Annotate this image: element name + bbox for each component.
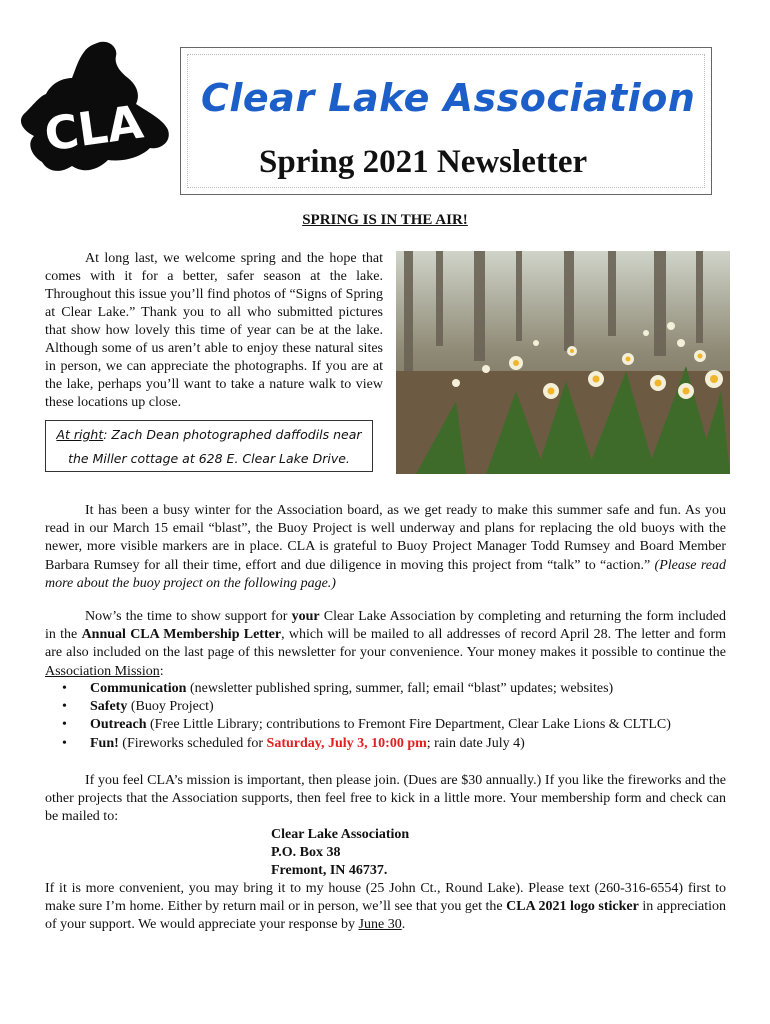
membership-text-4: : [159,663,164,679]
mission-list [62,680,671,753]
fireworks-date: Saturday, July 3, 10:00 pm [266,735,427,751]
response-date: June 30 [358,917,402,933]
membership-letter-name: Annual CLA Membership Letter [81,627,282,643]
buoy-note: (Please read more about the buoy project on the following page.) [45,557,726,591]
caption-lead: At right [56,427,104,442]
membership-bold-your: your [291,609,320,624]
section-heading: SPRING IS IN THE AIR! [302,212,468,228]
intro-paragraph [45,250,383,412]
logo-text: CLA [41,94,147,162]
closing-text-3: . [401,917,406,933]
membership-text-1: Now’s the time to show support for [85,609,292,624]
buoy-text: It has been a busy winter for the Association board, as we get ready to make this summer safe and fun. As you read in our March 15 email “blast”, the Buoy Project is well underway and plans for replacing the old buoys with the newer, more visible markers are in place. CLA is grateful to Buoy Project Manager Todd Rumsey and Board Member Barbara Rumsey for all their time, effort and due diligence in moving this project from “talk” to “action.” [45,503,726,573]
address-line-1: Clear Lake Association [271,827,410,842]
membership-text-3: , which will be mailed to all addresses of record April 28. The letter and form are also included on the last page of this newsletter for your convenience. Your money makes it possible to continue the [45,627,727,661]
caption-line2: the Miller cottage at 628 E. Clear Lake Drive. [68,451,350,466]
address-line-3: Fremont, IN 46737. [271,863,388,879]
cla-logo [12,38,172,180]
intro-text: At long last, we welcome spring and the hope that comes with it for a better, safer season at the lake. Throughout this issue you’ll find photos of “Signs of Spring at Clear Lake.” Thank you to all who submitted pictures that show how lovely this time of year can be at the lake. Although some of us aren’t able to enjoy these natural sites in person, we can appreciate the photographs. If you are at the lake, perhaps you’ll want to take a nature walk to view these locations up close. [45,251,383,410]
mission-link: Association Mission [45,663,160,679]
address-line-2: P.O. Box 38 [271,845,341,861]
photo-caption [45,420,373,472]
mailing-address [271,826,409,881]
newsletter-title: Spring 2021 Newsletter [259,144,588,180]
logo-sticker-text: CLA 2021 logo sticker [506,899,639,915]
daffodil-photo [396,251,730,474]
list-item: • Outreach (Free Little Library; contributions to Fremont Fire Department, Clear Lake Lions & CLTLC) [62,716,671,734]
membership-text-2: Clear Lake Association by completing and returning the form included in the [45,609,726,643]
association-title: Clear Lake Association [201,76,696,120]
list-item: • Communication (newsletter published spring, summer, fall; email “blast” updates; websites) [62,680,671,698]
list-item: • Fun! (Fireworks scheduled for Saturday, July 3, 10:00 pm; rain date July 4) [62,735,671,753]
caption-line1: : Zach Dean photographed daffodils near [103,427,362,442]
closing-paragraph [45,880,726,935]
join-text: If you feel CLA’s mission is important, then please join. (Dues are $30 annually.) If you like the fireworks and the other projects that the Association supports, then feel free to kick in a little more. Your membership form and check can be mailed to: [45,773,726,825]
closing-text-2: in appreciation of your support. We would appreciate your response by [45,899,726,933]
membership-paragraph [45,608,726,681]
buoy-paragraph [45,502,726,593]
closing-text-1: If it is more convenient, you may bring it to my house (25 John Ct., Round Lake). Please text (260-316-6554) first to make sure I’m home. Either by return mail or in person, we’ll see that you get the [45,881,726,915]
join-paragraph [45,772,726,827]
header-box [180,47,712,195]
list-item: • Safety (Buoy Project) [62,698,671,716]
